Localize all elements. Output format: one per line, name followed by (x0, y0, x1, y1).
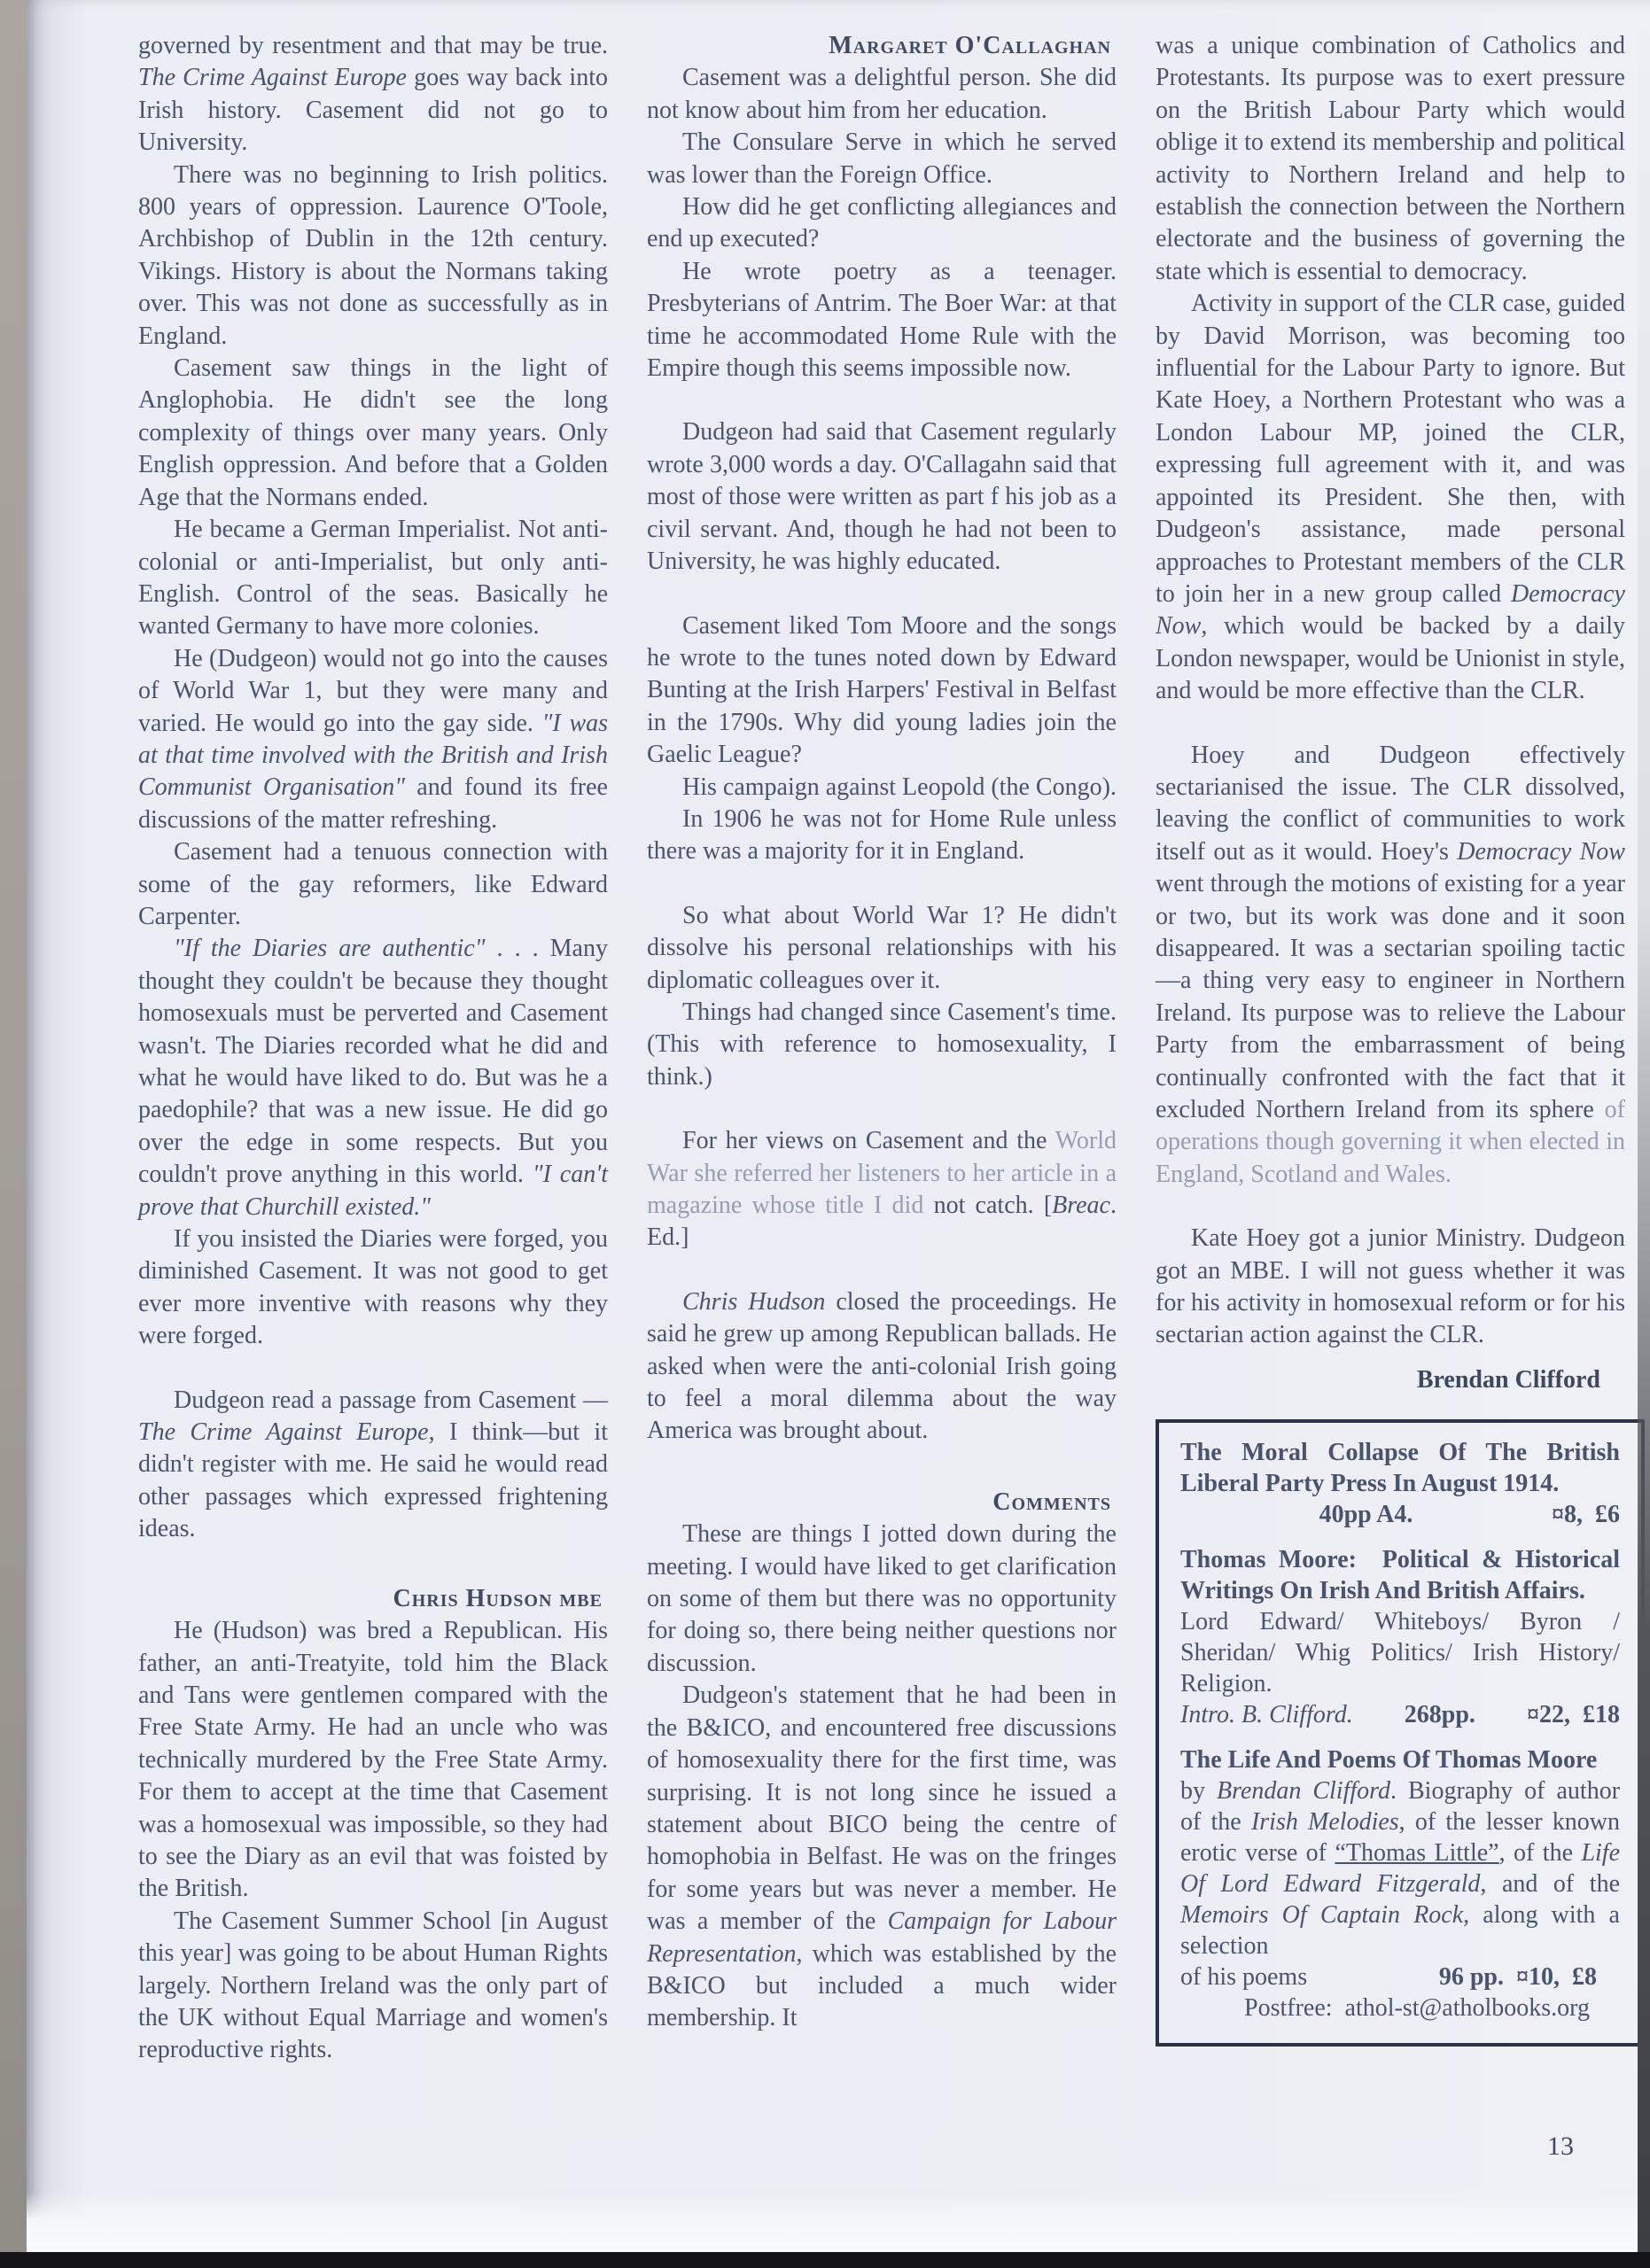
paragraph (138, 1906, 608, 2067)
text-run: , of the (1498, 1839, 1582, 1868)
text-run: by (1180, 1777, 1217, 1806)
paragraph (138, 1615, 608, 1906)
text-run: , along with a selection (1180, 1901, 1620, 1961)
text-run: . . . Many thought they couldn't be because they thought homosexuals must be perverted and Casement wasn't. The Diaries recorded what he did and what he would have liked to do. But was he a paedophile? that was a new issue. He did go over the edge in some respects. But you couldn't prove anything in this world. (138, 935, 608, 1189)
paragraph (138, 353, 608, 514)
text-run: ¤8, £6 (1551, 1501, 1620, 1529)
text-run: Democracy Now (1156, 579, 1625, 641)
spacer (1180, 1730, 1620, 1744)
spacer (1180, 1530, 1620, 1544)
text-run: "I can't prove that Churchill existed." (138, 1161, 609, 1221)
paragraph (138, 933, 608, 1223)
spacer (138, 1353, 608, 1385)
page-surface (27, 0, 1650, 2254)
paragraph (1156, 740, 1625, 1192)
text-run: was a unique combination of Catholics and Protestants. Its purpose was to exert pressure on the British Labour Party which would oblige it to extend its membership and political activity to Northern Ireland and help to establish the connection between the Northern electorate and the business of governing the state which is essential to democracy. (1156, 32, 1625, 285)
paragraph (1180, 1775, 1620, 1961)
spacer (1156, 1191, 1625, 1223)
paragraph (647, 610, 1117, 772)
text-run: Dudgeon had said that Casement regularly wrote 3,000 words a day. O'Callagahn said that most of those were written as part f his job as a civil servant. And, though he had not been to University, he was highly educated. (647, 418, 1117, 576)
text-run: 40pp A4. (1319, 1501, 1413, 1529)
text-run: , and of the (1480, 1870, 1620, 1899)
price-cell (1552, 1499, 1620, 1530)
text-run: Brendan Clifford (1216, 1777, 1391, 1806)
text-run: not catch. [ (933, 1192, 1053, 1219)
text-run: ¤22, £18 (1527, 1701, 1620, 1729)
text-run: of his poems (1180, 1963, 1308, 1992)
paragraph (138, 643, 608, 836)
text-run: If you insisted the Diaries were forged, you diminished Casement. It was not good to get ever more inventive with reasons why they were forged. (138, 1225, 608, 1350)
paragraph (1180, 1744, 1620, 1775)
text-run: Margaret O'Callaghan (829, 32, 1111, 59)
text-run: governed by resentment and that may be true. (138, 32, 608, 59)
paragraph (138, 1385, 608, 1546)
text-run: Democracy Now (1457, 837, 1625, 866)
column-2 (647, 30, 1117, 2067)
paragraph (647, 1518, 1117, 1680)
scanner-edge-left (0, 0, 27, 2268)
text-run: goes way back into Irish history. Casement did not go to University. (138, 64, 608, 157)
paragraph (1180, 1606, 1620, 1699)
text-run: Dudgeon read a passage from Casement — (174, 1386, 608, 1414)
text-run: In 1906 he was not for Home Rule unless there was a majority for it in England. (647, 804, 1117, 866)
paragraph (647, 772, 1117, 804)
paragraph (647, 900, 1117, 997)
text-run: Postfree: athol-st@atholbooks.org (1244, 1994, 1591, 2023)
text-run: “Thomas Little” (1335, 1839, 1499, 1868)
price-cell (1180, 1961, 1307, 1992)
text-run: Casement was a delightful person. She did not know about him from her education. (647, 64, 1117, 124)
text-run: "I was at that time involved with the British and Irish Communist Organisation" (138, 709, 609, 802)
ad-price-line (1180, 1699, 1620, 1730)
text-run: of operations though governing it when elected in England, Scotland and Wales. (1156, 1096, 1625, 1188)
ad-price-line (1180, 1499, 1620, 1530)
section-heading (647, 1487, 1117, 1518)
text-run: Hoey and Dudgeon effectively sectarianised the issue. The CLR dissolved, leaving the conflict of communities to work itself out as it would. Hoey's (1156, 741, 1625, 866)
ad-price-line (1180, 1961, 1620, 1992)
text-run: World War she referred her listeners to her article in a magazine whose title I did (647, 1127, 1117, 1219)
paragraph (138, 1223, 608, 1353)
text-run: Activity in support of the CLR case, guided by David Morrison, was becoming too influential for the Labour Party to ignore. But Kate Hoey, a Northern Protestant who was a London Labour MP, joined the CLR, expressing full agreement with it, and was appointed its President. She then, with Dudgeon's assistance, made personal approaches to Protestant members of the CLR to join her in a new group called (1156, 290, 1625, 608)
section-heading (647, 30, 1117, 62)
text-run: . Ed.] (647, 1192, 1117, 1252)
text-run: . Biography of author of the (1180, 1777, 1621, 1837)
text-run: The Crime Against Europe (138, 64, 407, 92)
text-run: Irish Melodies (1250, 1808, 1399, 1837)
text-run: He (Dudgeon) would not go into the causes of World War 1, but they were many and varied. He would go into the gay side. (138, 644, 608, 737)
text-run: These are things I jotted down during the meeting. I would have liked to get clarification on some of them but there was no opportunity for doing so, there being neither questions nor discussion. (647, 1520, 1117, 1677)
price-cell (1439, 1961, 1597, 1992)
price-cell (1527, 1699, 1620, 1730)
spacer (647, 1093, 1117, 1125)
paragraph (647, 127, 1117, 191)
text-run: Casement liked Tom Moore and the songs he wrote to the tunes noted down by Edward Bunting at the Irish Harpers' Festival in Belfast in the 1790s. Why did young ladies join the Gaelic League? (647, 611, 1117, 769)
text-run: went through the motions of existing for a year or two, but its work was done and it soon disappeared. It was a sectarian spoiling tactic—a thing very easy to engineer in Northern Ireland. Its purpose was to relieve the Labour Party from the embarrassment of being continually confronted with the fact that it excluded Northern Ireland from its sphere (1156, 870, 1625, 1123)
section-heading (138, 1583, 608, 1615)
spacer (1156, 708, 1625, 740)
spacer (138, 1546, 608, 1583)
paragraph (647, 191, 1117, 256)
text-run: There was no beginning to Irish politics. 800 years of oppression. Laurence O'Toole, Archbishop of Dublin in the 12th century. Vikings. History is about the Normans taking over. This was not done as successfully as in England. (138, 160, 608, 350)
author-signature (1156, 1364, 1625, 1396)
paragraph (1156, 1223, 1625, 1352)
text-run: He became a German Imperialist. Not anti-colonial or anti-Imperialist, but only anti-English. Control of the seas. Basically he wanted Germany to have more colonies. (138, 516, 608, 641)
price-cell (1319, 1499, 1413, 1530)
text-run: Intro. B. Clifford. (1180, 1701, 1353, 1729)
paragraph (647, 62, 1117, 127)
text-run: Casement had a tenuous connection with some of the gay reformers, like Edward Carpenter. (138, 838, 608, 930)
text-run: Campaign for Labour Representation (647, 1907, 1117, 1968)
column-3 (1156, 30, 1625, 2067)
text-run: Life Of Lord Edward Fitzgerald (1180, 1839, 1621, 1899)
text-run: Brendan Clifford (1416, 1365, 1600, 1394)
text-run: , which was established by the B&ICO but included a much wider membership. It (647, 1939, 1117, 2032)
text-run: , I think—but it didn't register with me. He said he would read other passages which expressed frightening ideas. (138, 1418, 608, 1543)
paragraph (647, 1680, 1117, 2034)
text-run: The Moral Collapse Of The British Liberal Party Press In August 1914. (1180, 1439, 1620, 1498)
spacer (647, 1254, 1117, 1286)
text-run: The Crime Against Europe (138, 1418, 429, 1447)
text-run: For her views on Casement and the (682, 1127, 1055, 1155)
paragraph (647, 416, 1117, 578)
paragraph (647, 256, 1117, 385)
page-content (27, 0, 1650, 2067)
paragraph (1180, 1544, 1620, 1606)
paragraph (647, 1286, 1117, 1448)
text-run: Comments (992, 1487, 1111, 1516)
spacer (647, 1448, 1117, 1487)
paragraph (138, 836, 608, 933)
text-run: The Consulare Serve in which he served was lower than the Foreign Office. (647, 128, 1117, 189)
text-run: So what about World War 1? He didn't dissolve his personal relationships with his diplomatic colleagues over it. (647, 901, 1117, 994)
text-run: , of the lesser known erotic verse of (1180, 1808, 1620, 1868)
text-run: Things had changed since Casement's time. (This with reference to homosexuality, I think.) (647, 998, 1117, 1091)
text-run: Chris Hudson mbe (393, 1584, 603, 1612)
book-ad-box (1156, 1419, 1645, 2047)
text-run: Chris Hudson (682, 1287, 826, 1316)
paragraph (647, 804, 1117, 868)
text-run: Dudgeon's statement that he had been in the B&ICO, and encountered free discussions of homosexuality there for the first time, was surprising. It is not long since he issued a statement about BICO being the centre of homophobia in Belfast. He was on the fringes for some years but was never a member. He was a member of the (647, 1682, 1117, 1936)
paragraph (138, 30, 608, 159)
paragraph (647, 997, 1117, 1093)
paragraph (1180, 1992, 1620, 2023)
text-run: He (Hudson) was bred a Republican. His father, an anti-Treatyite, told him the Black and Tans were gentlemen compared with the Free State Army. He had an uncle who was technically murdered by the Free State Army. For them to accept at the time that Casement was a homosexual was impossible, so they had to see the Diary as an evil that was foisted by the British. (138, 1617, 608, 1903)
price-cell (1405, 1699, 1475, 1730)
text-run: The Life And Poems Of Thomas Moore (1180, 1746, 1598, 1775)
spacer (647, 868, 1117, 900)
page-number: 13 (1547, 2132, 1574, 2161)
scanner-edge-right (1638, 0, 1650, 2268)
scanner-edge-bottom (0, 2252, 1650, 2268)
column-1 (138, 30, 608, 2067)
paragraph (1156, 288, 1625, 707)
text-run: Casement saw things in the light of Anglophobia. He didn't see the long complexity of things over many years. Only English oppression. And before that a Golden Age that the Normans ended. (138, 354, 608, 511)
paragraph (138, 159, 608, 353)
text-run: , which would be backed by a daily London newspaper, would be Unionist in style, and would be more effective than the CLR. (1156, 612, 1625, 705)
text-run: and found its free discussions of the matter refreshing. (138, 773, 608, 834)
paragraph (138, 514, 608, 643)
spacer (647, 384, 1117, 416)
price-cell (1180, 1699, 1353, 1730)
paragraph (1156, 30, 1625, 288)
paragraph (1180, 1437, 1620, 1499)
paragraph (647, 1125, 1117, 1254)
text-run: His campaign against Leopold (the Congo). (682, 773, 1117, 801)
text-run: Breac (1052, 1192, 1110, 1219)
text-run: closed the proceedings. He said he grew up among Republican ballads. He asked when were the anti-colonial Irish going to feel a moral dilemma about the way America was brought about. (647, 1287, 1117, 1445)
text-run: Thomas Moore: Political & Historical Writings On Irish And British Affairs. (1180, 1546, 1620, 1605)
text-run: He wrote poetry as a teenager. Presbyterians of Antrim. The Boer War: at that time he accommodated Home Rule with the Empire though this seems impossible now. (647, 257, 1117, 383)
text-run: "If the Diaries are authentic" (174, 935, 486, 963)
text-run: Memoirs Of Captain Rock (1180, 1901, 1464, 1930)
text-run: Lord Edward/ Whiteboys/ Byron / Sheridan/ Whig Politics/ Irish History/ Religion. (1180, 1608, 1620, 1698)
text-run: 268pp. (1404, 1701, 1475, 1729)
text-run: 96 pp. ¤10, £8 (1438, 1963, 1597, 1992)
text-run: Kate Hoey got a junior Ministry. Dudgeon got an MBE. I will not guess whether it was for his activity in homosexual reform or for his sectarian action against the CLR. (1156, 1224, 1625, 1349)
text-run: The Casement Summer School [in August this year] was going to be about Human Rights largely. Northern Ireland was the only part of the UK without Equal Marriage and women's reproductive rights. (138, 1907, 608, 2064)
spacer (647, 579, 1117, 610)
text-run: How did he get conflicting allegiances and end up executed? (647, 193, 1117, 253)
